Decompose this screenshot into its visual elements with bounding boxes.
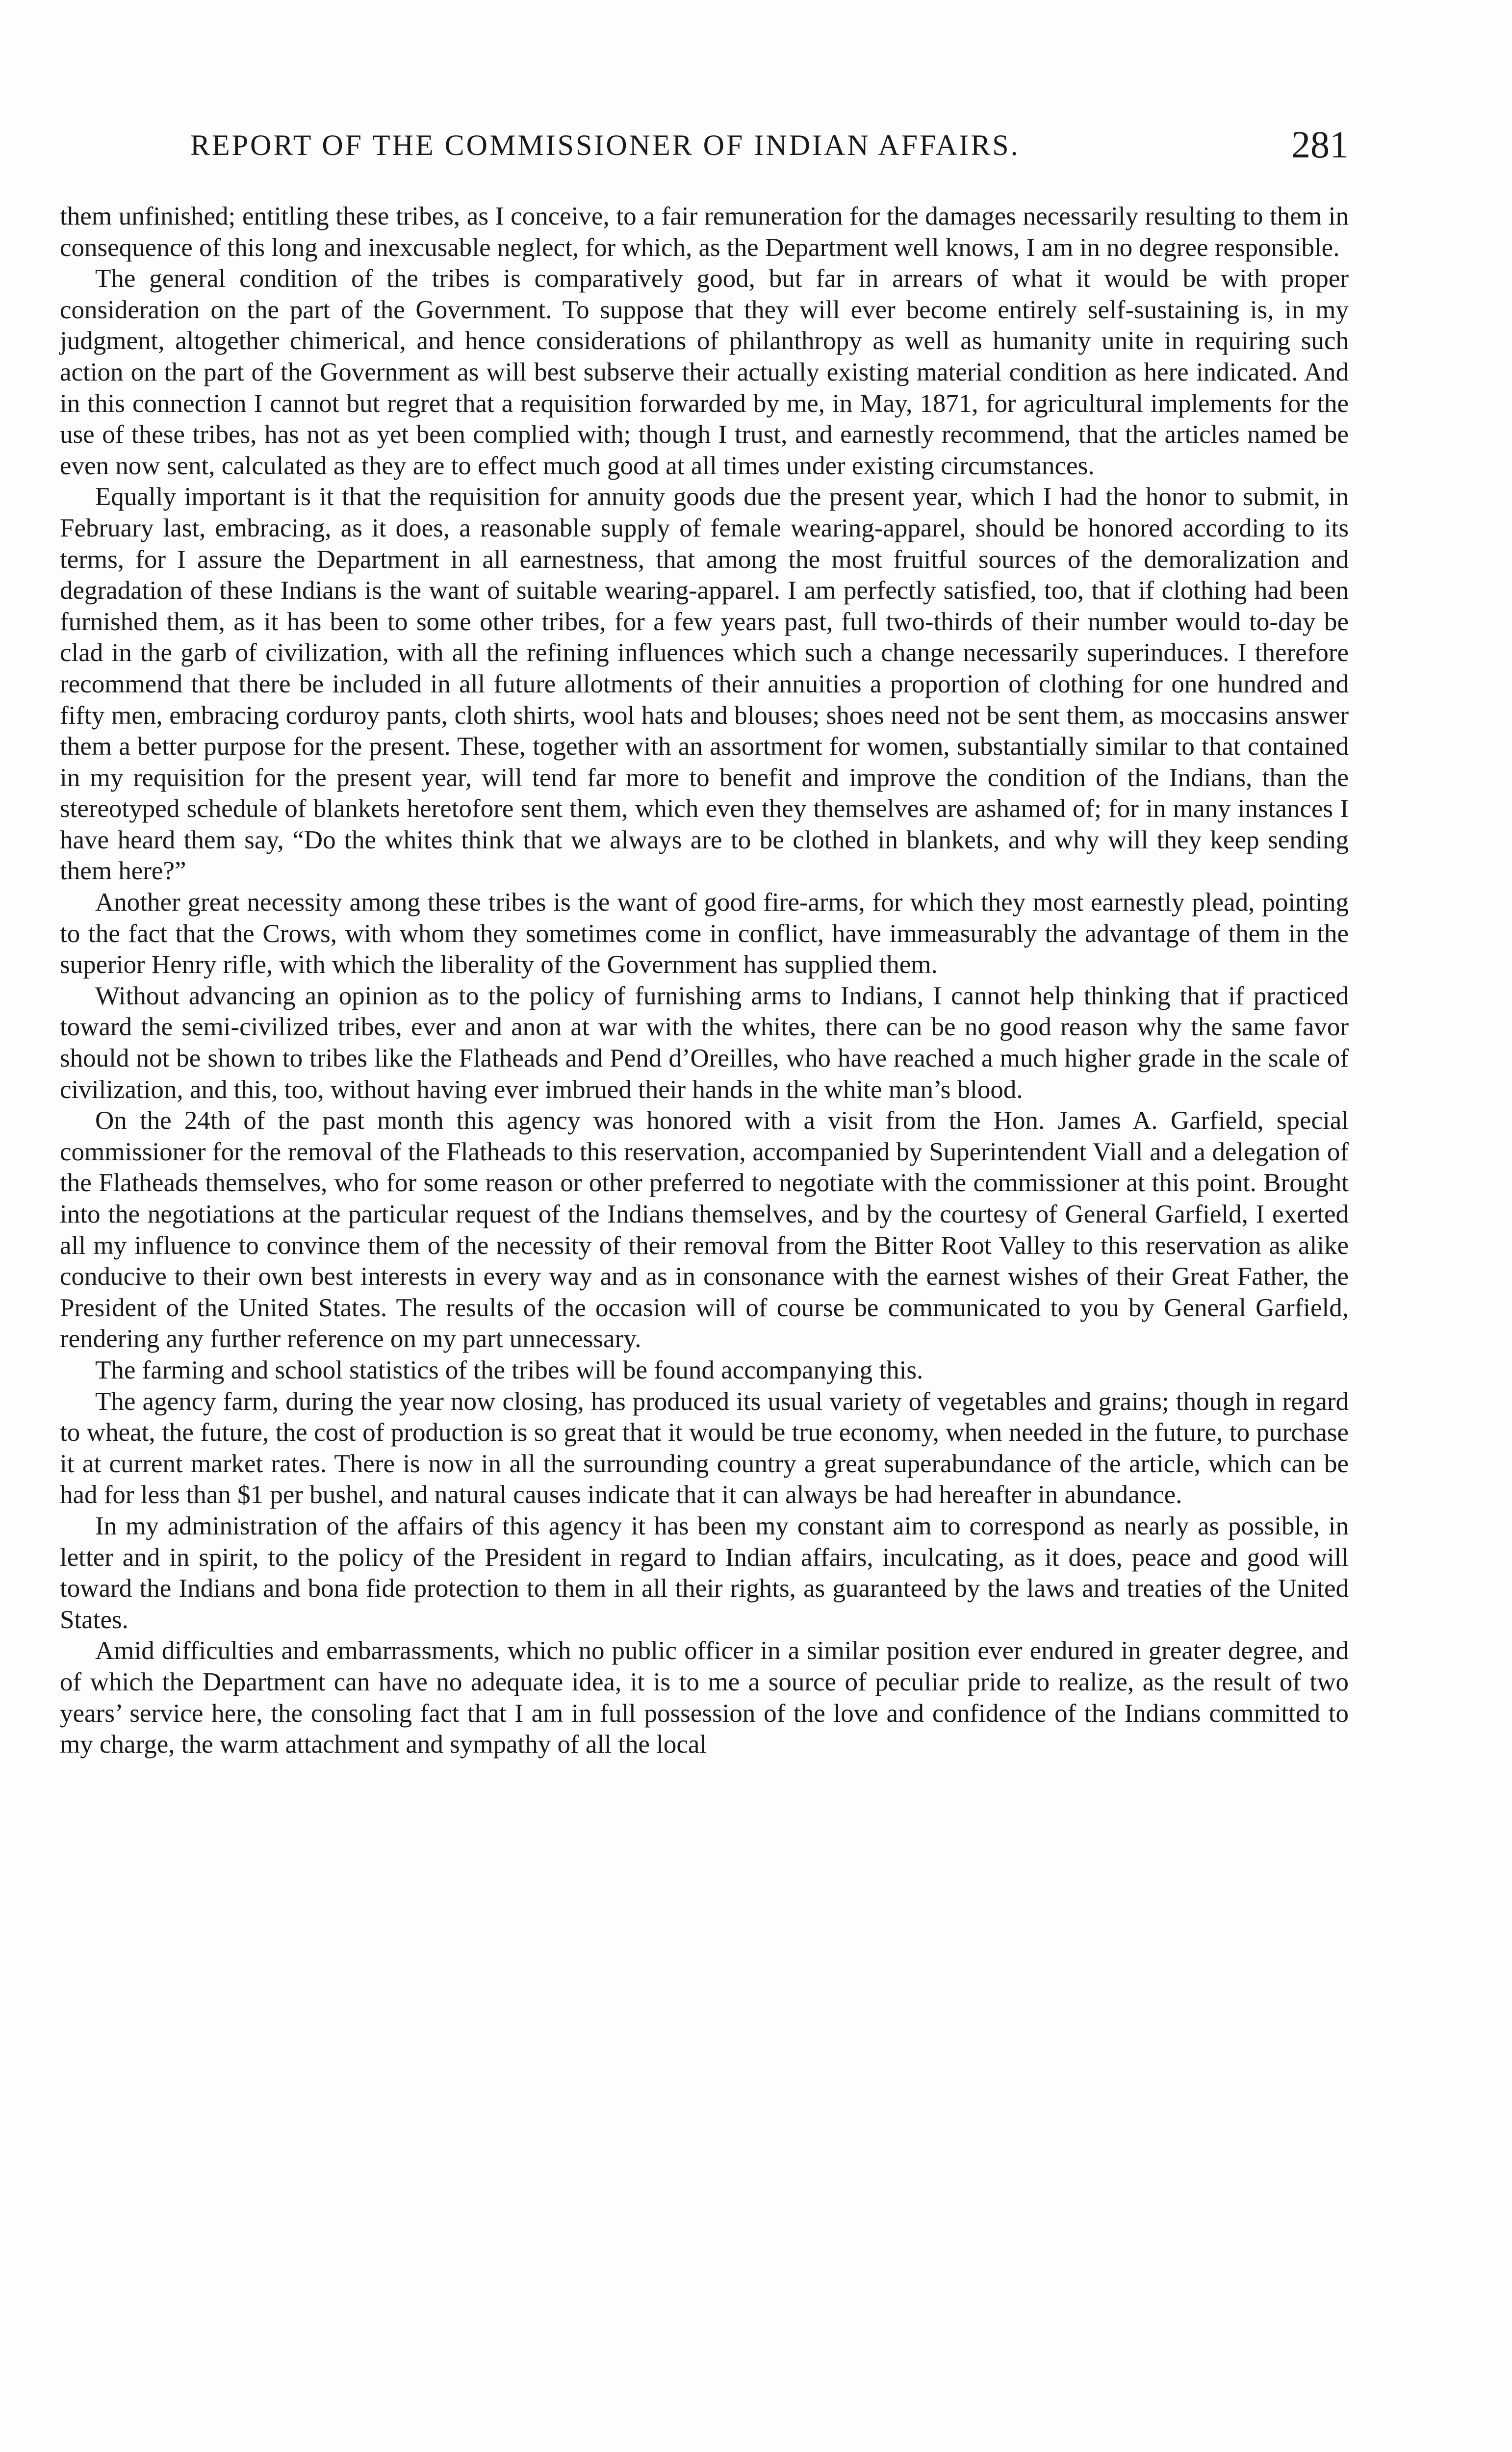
- paragraph: The agency farm, during the year now closing, has produced its usual variety of vegetables and grains; though in regard to wheat, the future, the cost of production is so great that it would be true economy, when needed in the future, to purchase it at current market rates. There is now in all the surrounding country a great superabundance of the article, which can be had for less than $1 per bushel, and natural causes indicate that it can always be had hereafter in abundance.: [60, 1387, 1349, 1509]
- body-text: [60, 201, 1349, 1761]
- page-header: [190, 123, 1349, 177]
- running-head: REPORT OF THE COMMISSIONER OF INDIAN AFFAIRS.: [190, 129, 1020, 161]
- paragraph: In my administration of the affairs of this agency it has been my constant aim to correspond as nearly as possible, in letter and in spirit, to the policy of the President in regard to Indian affairs, inculcating, as it does, peace and good will toward the Indians and bona fide protection to them in all their rights, as guaranteed by the laws and treaties of the United States.: [60, 1511, 1349, 1634]
- paragraph: On the 24th of the past month this agency was honored with a visit from the Hon. James A. Garfield, special commissioner for the removal of the Flatheads to this reservation, accompanied by Superintendent Viall and a delegation of the Flatheads themselves, who for some reason or other preferred to negotiate with the commissioner at this point. Brought into the negotiations at the particular request of the Indians themselves, and by the courtesy of General Garfield, I exerted all my influence to convince them of the necessity of their removal from the Bitter Root Valley to this reservation as alike conducive to their own best interests in every way and as in consonance with the earnest wishes of their Great Father, the President of the United States. The results of the occasion will of course be communicated to you by General Garfield, rendering any further reference on my part unnecessary.: [60, 1106, 1349, 1354]
- paragraph: them unfinished; entitling these tribes, as I conceive, to a fair remuneration for the damages necessarily resulting to them in consequence of this long and inexcusable neglect, for which, as the Department well knows, I am in no degree responsible.: [60, 202, 1349, 262]
- paragraph: Another great necessity among these tribes is the want of good fire-arms, for which they most earnestly plead, pointing to the fact that the Crows, with whom they sometimes come in conflict, have immeasurably the advantage of them in the superior Henry rifle, with which the liberality of the Government has supplied them.: [60, 888, 1349, 979]
- paragraph: The general condition of the tribes is comparatively good, but far in arrears of what it would be with proper consideration on the part of the Government. To suppose that they will ever become entirely self-sustaining is, in my judgment, altogether chimerical, and hence considerations of philanthropy as well as humanity unite in requiring such action on the part of the Government as will best subserve their actually existing material condition as here indicated. And in this connection I cannot but regret that a requisition forwarded by me, in May, 1871, for agricultural implements for the use of these tribes, has not as yet been complied with; though I trust, and earnestly recommend, that the articles named be even now sent, calculated as they are to effect much good at all times under existing circumstances.: [60, 264, 1349, 480]
- paragraph: The farming and school statistics of the tribes will be found accompanying this.: [95, 1355, 923, 1384]
- paragraph: Amid difficulties and embarrassments, which no public officer in a similar position ever endured in greater degree, and of which the Department can have no adequate idea, it is to me a source of peculiar pride to realize, as the result of two years’ service here, the consoling fact that I am in full possession of the love and confidence of the Indians committed to my charge, the warm attachment and sympathy of all the local: [60, 1636, 1349, 1759]
- paragraph: Equally important is it that the requisition for annuity goods due the present year, which I had the honor to submit, in February last, embracing, as it does, a reasonable supply of female wearing-apparel, should be honored according to its terms, for I assure the Department in all earnestness, that among the most fruitful sources of the demoralization and degradation of these Indians is the want of suitable wearing-apparel. I am perfectly satisfied, too, that if clothing had been furnished them, as it has been to some other tribes, for a few years past, full two-thirds of their number would to-day be clad in the garb of civilization, with all the refining influences which such a change necessarily superinduces. I therefore recommend that there be included in all future allotments of their annuities a proportion of clothing for one hundred and fifty men, embracing corduroy pants, cloth shirts, wool hats and blouses; shoes need not be sent them, as moccasins answer them a better purpose for the present. These, together with an assortment for women, substantially similar to that contained in my requisition for the present year, will tend far more to benefit and improve the condition of the Indians, than the stereotyped schedule of blankets heretofore sent them, which even they themselves are ashamed of; for in many instances I have heard them say, “Do the whites think that we always are to be clothed in blankets, and why will they keep sending them here?”: [60, 483, 1349, 886]
- page-number: 281: [1291, 123, 1349, 166]
- paragraph: Without advancing an opinion as to the policy of furnishing arms to Indians, I cannot help thinking that if practiced toward the semi-civilized tribes, ever and anon at war with the whites, there can be no good reason why the same favor should not be shown to tribes like the Flatheads and Pend d’Oreilles, who have reached a much higher grade in the scale of civilization, and this, too, without having ever imbrued their hands in the white man’s blood.: [60, 981, 1349, 1104]
